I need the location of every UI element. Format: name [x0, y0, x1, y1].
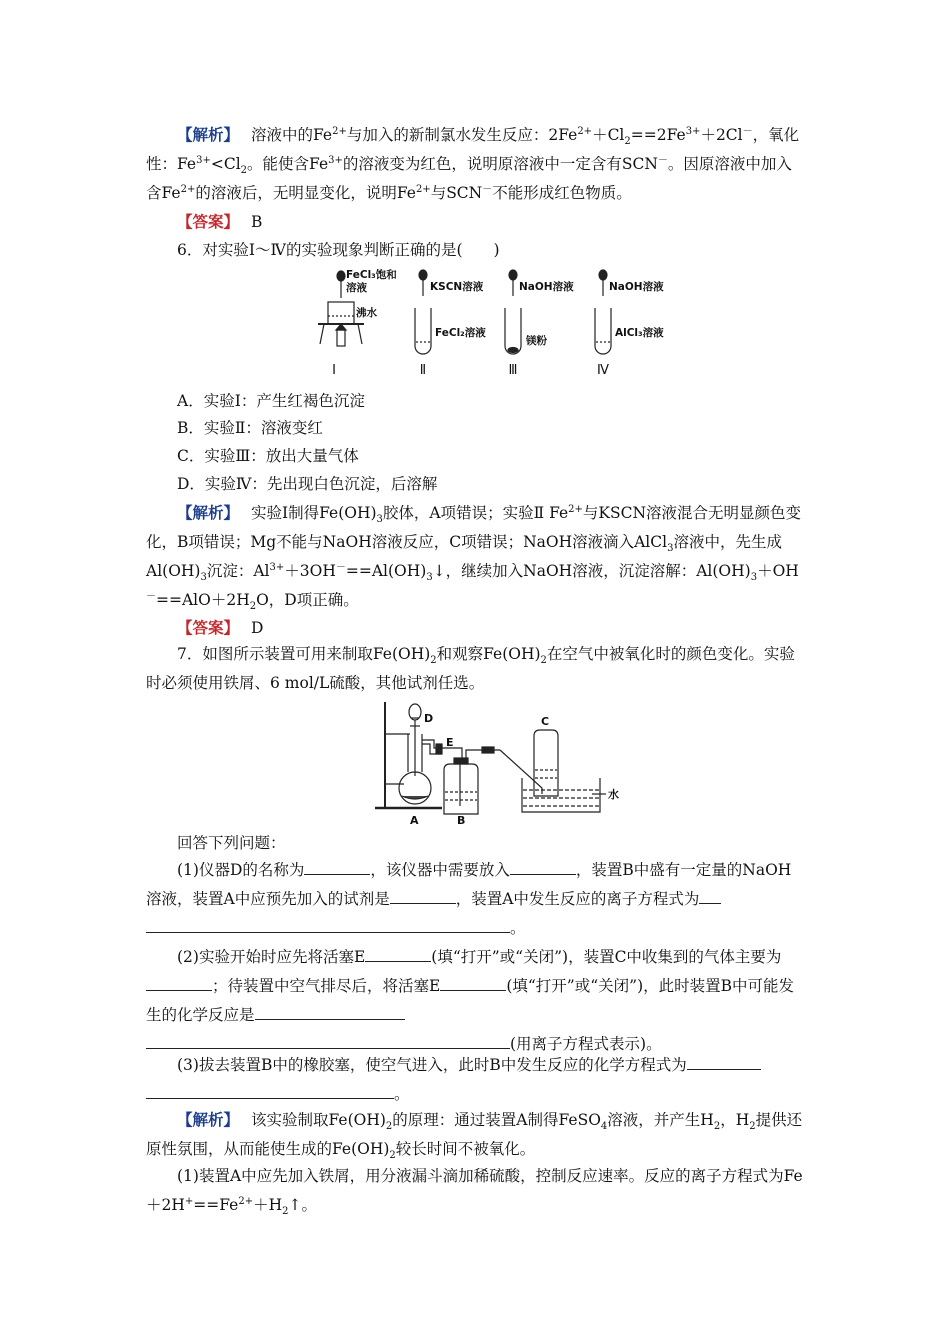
exp-i-reagent-label: FeCl₃饱和	[346, 269, 397, 281]
q6-stem: 6．对实验Ⅰ～Ⅳ的实验现象判断正确的是( )	[177, 241, 500, 259]
label-b: B	[457, 814, 466, 827]
q5-answer	[146, 207, 806, 237]
q5-answer-value: B	[251, 213, 263, 231]
exp-numeral-iv: Ⅳ	[597, 363, 609, 378]
exp-ii-reagent-label: KSCN溶液	[430, 281, 484, 293]
q7-prompt: 回答下列问题：	[177, 834, 286, 852]
answer-label: 【答案】	[177, 212, 240, 231]
q7-explanation-1: (1)装置A中应先加入铁屑，用分液漏斗滴加稀硫酸，控制反应速率。反应的离子方程式为$Fe+2H^+==Fe^{2+}+H_2↑$。	[146, 1167, 803, 1218]
q6-option-c: C．实验Ⅲ：放出大量气体	[177, 447, 359, 465]
exp-i-reagent-label-2: 溶液	[346, 282, 367, 294]
q5-explanation	[146, 120, 806, 208]
explain-label: 【解析】	[177, 1110, 240, 1129]
explain-label: 【解析】	[177, 503, 240, 522]
q6-answer	[146, 613, 806, 643]
exp-iv-tube-label: AlCl₃溶液	[615, 327, 664, 339]
exp-ii-tube-label: FeCl₂溶液	[435, 327, 486, 339]
exp-numeral-ii: Ⅱ	[419, 363, 427, 378]
exp-numeral-iii: Ⅲ	[508, 363, 518, 378]
explain-label: 【解析】	[177, 125, 240, 144]
exp-iii-tube-label: 镁粉	[526, 335, 547, 347]
q7-sub2: (2)实验开始时应先将活塞E (填“打开”或“关闭”)，装置C中收集到的气体主要为；待装置中空气排尽后，将活塞E (填“打开”或“关闭”)，此时装置B中可能发生的化学反应是 (用离子方程式表示)。	[146, 943, 806, 1059]
q7-apparatus-figure	[370, 700, 620, 830]
answer-label: 【答案】	[177, 618, 240, 637]
q6-explanation	[146, 498, 806, 615]
q7-sub3: (3)拔去装置B中的橡胶塞，使空气进入，此时B中发生反应的化学方程式为 。	[146, 1051, 806, 1109]
q6-answer-value: D	[251, 619, 264, 637]
exp-iii-reagent-label: NaOH溶液	[519, 281, 574, 293]
q6-option-d: D．实验Ⅳ：先出现白色沉淀，后溶解	[177, 475, 438, 493]
q6-explanation-text: 实验Ⅰ制得$Fe(OH)_3$胶体，A项错误；实验Ⅱ $Fe^{2+}$与KSCN溶液混合无明显颜色变化，B项错误；Mg不能与NaOH溶液反应，C项错误；NaOH溶液滴入AlCl$_3$溶液中，先生成$Al(OH)_3$沉淀：$Al^{3+}+3OH^-==Al(OH)_3↓$，继续加入NaOH溶液，沉淀溶解：$Al(OH)_3+OH^-==AlO+2H_2O$，D项正确。	[146, 503, 802, 613]
q6-option-b: B．实验Ⅱ：溶液变红	[177, 419, 323, 437]
q7-stem: 7．如图所示装置可用来制取$Fe(OH)_2$和观察$Fe(OH)_2$在空气中被氧化时的颜色变化。实验时必须使用铁屑、6 mol/L硫酸，其他试剂任选。	[146, 645, 795, 692]
q6-option-a: A．实验Ⅰ：产生红褐色沉淀	[177, 392, 365, 410]
q6-figure	[310, 266, 680, 382]
label-e: E	[446, 736, 454, 749]
exp-iv-reagent-label: NaOH溶液	[609, 281, 664, 293]
label-a: A	[410, 814, 419, 827]
label-c: C	[541, 715, 550, 728]
exp-i-water-label: 沸水	[356, 307, 377, 319]
q7-explanation-text: 该实验制取$Fe(OH)_2$的原理：通过装置A制得FeSO$_4$溶液，并产生$H_2$，$H_2$提供还原性氛围，从而能使生成的$Fe(OH)_2$较长时间不被氧化。	[146, 1111, 803, 1162]
q5-explanation-text: 溶液中的$Fe^{2+}$与加入的新制氯水发生反应：$2Fe^{2+}+Cl_2==2Fe^{3+}+2Cl^-$，氧化性：$Fe^{3+}<Cl_2$。能使含$Fe^{3+}$的溶液变为红色，说明原溶液中一定含有SCN－。因原溶液中加入含$Fe^{2+}$的溶液后，无明显变化，说明$Fe^{2+}$与SCN－不能形成红色物质。	[146, 125, 800, 202]
q7-explanation	[146, 1105, 806, 1164]
label-d: D	[424, 712, 434, 725]
q7-sub1: (1)仪器D的名称为 ，该仪器中需要放入 ，装置B中盛有一定量的NaOH溶液，装置A中应预先加入的试剂是 ，装置A中发生反应的离子方程式为 。	[146, 856, 806, 943]
exp-ii-apparatus	[415, 270, 431, 354]
label-water: 水	[608, 788, 619, 801]
exp-numeral-i: Ⅰ	[332, 363, 336, 378]
